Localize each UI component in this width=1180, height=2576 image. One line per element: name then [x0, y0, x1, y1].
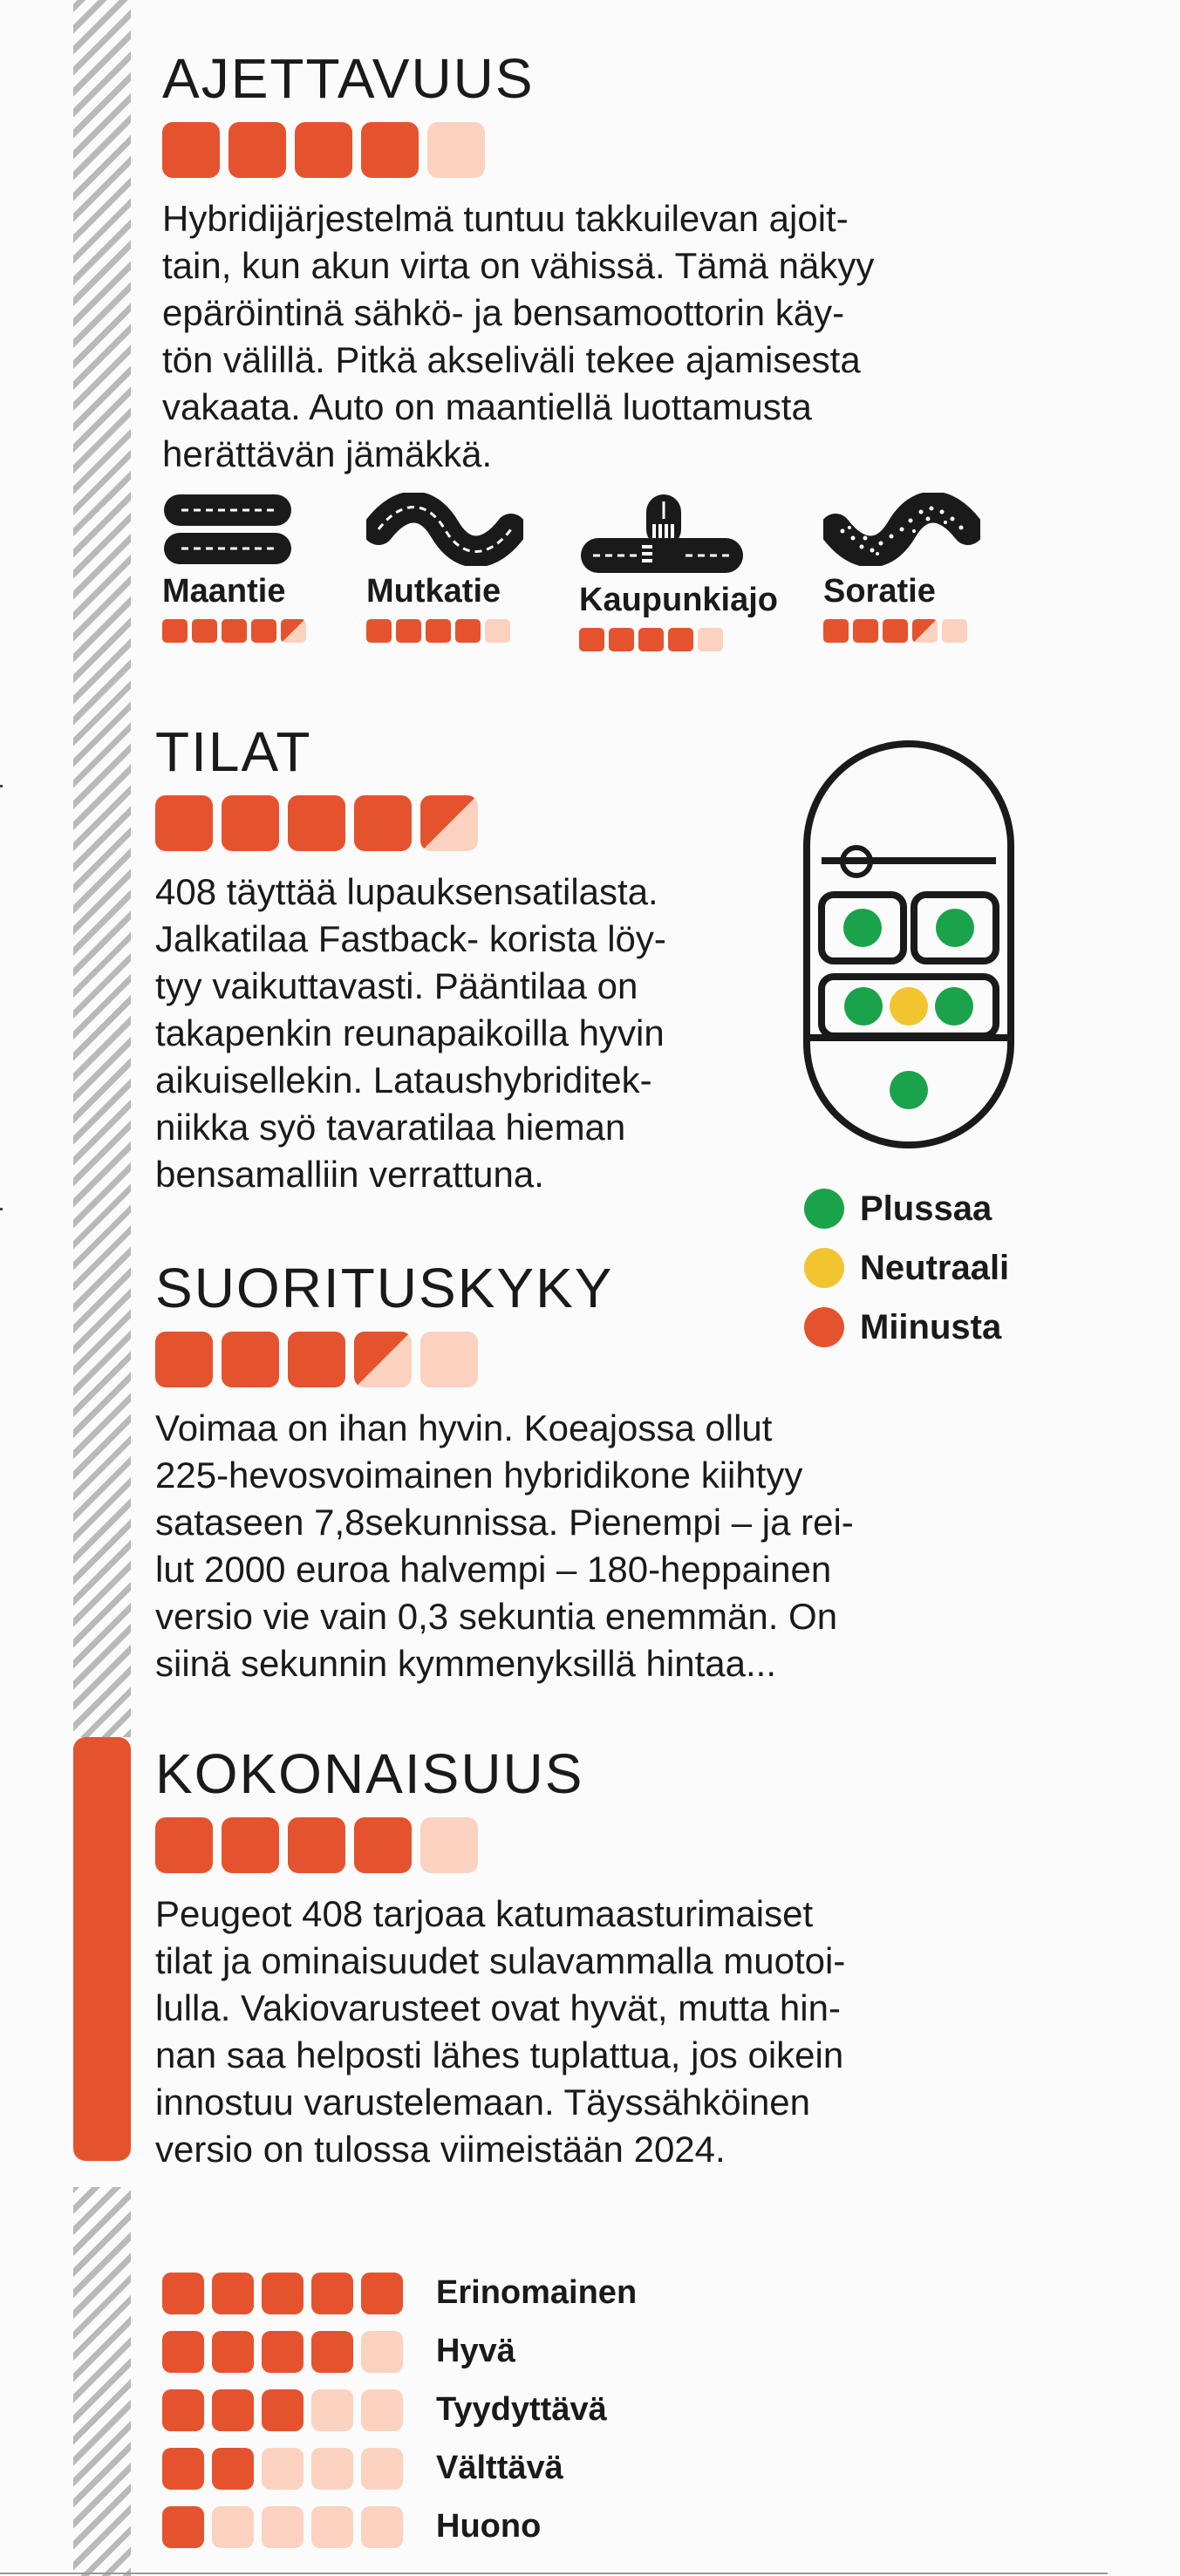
rating-box-full	[288, 795, 345, 851]
highway-icon	[162, 493, 293, 566]
rating-box-full	[212, 2273, 254, 2314]
rating-box-full	[162, 2331, 204, 2373]
rating-box-full	[162, 2506, 204, 2548]
legend-label: Plussaa	[860, 1189, 992, 1228]
scale-row	[162, 2264, 637, 2322]
rating-boxes	[155, 1332, 975, 1387]
rating-box-empty	[262, 2448, 304, 2490]
road-type-ratings	[160, 493, 998, 658]
rating-box-full	[228, 122, 286, 178]
car-seating-diagram	[802, 739, 1015, 1149]
rating-box-full	[251, 619, 276, 643]
rating-box-empty	[311, 2448, 353, 2490]
rating-box-full	[162, 619, 188, 643]
legend-label: Miinusta	[860, 1307, 1002, 1346]
rating-box-full	[222, 1817, 279, 1873]
rating-box-empty	[698, 628, 723, 651]
rating-boxes	[155, 1817, 975, 1873]
rating-box-full	[162, 122, 220, 178]
rating-box-empty	[361, 2389, 403, 2431]
road-mutkatie	[366, 493, 523, 643]
rating-box-empty	[485, 619, 510, 643]
scale-row	[162, 2439, 637, 2498]
rating-box-empty	[361, 2331, 403, 2373]
rating-box-full	[162, 2273, 204, 2314]
section-kokonaisuus	[155, 1742, 975, 2173]
section-text: Voimaa on ihan hyvin. Koeajossa ollut 225-hevosvoimainen hybridikone kiihtyy sataseen 7,8sekunnissa. Pienempi – ja rei- lut 2000 euroa halvempi – 180-heppainen versio vie vain 0,3 sekuntia enemmän. On siinä sekunnin kymmenyksillä hintaa...	[155, 1407, 854, 1684]
section-title: KOKONAISUUS	[155, 1742, 584, 1805]
rating-box-full	[262, 2389, 304, 2431]
rating-box-full	[396, 619, 421, 643]
rating-box-half	[281, 619, 306, 643]
edge-mark	[0, 1208, 3, 1210]
rating-box-full	[222, 1332, 279, 1387]
rating-box-full	[823, 619, 849, 643]
rating-box-full	[155, 1332, 213, 1387]
side-stripe-bottom	[73, 2187, 131, 2576]
trunk-marker	[890, 1071, 928, 1109]
road-label: Kaupunkiajo	[579, 582, 779, 618]
scale-label: Välttävä	[436, 2450, 563, 2486]
rating-box-full	[155, 795, 213, 851]
section-title: TILAT	[155, 720, 312, 783]
rating-box-full	[262, 2331, 304, 2373]
rating-box-full	[853, 619, 878, 643]
rating-box-full	[212, 2331, 254, 2373]
rating-box-empty	[311, 2389, 353, 2431]
rating-box-full	[366, 619, 392, 643]
legend-dot	[804, 1189, 844, 1229]
rating-box-full	[155, 1817, 213, 1873]
scale-boxes	[162, 2448, 403, 2490]
rating-box-full	[311, 2273, 353, 2314]
seat-rear-left	[844, 987, 883, 1026]
rating-box-empty	[262, 2506, 304, 2548]
road-soratie	[823, 493, 980, 643]
rating-box-full	[288, 1332, 345, 1387]
rating-box-full	[222, 795, 279, 851]
winding-road-icon	[366, 493, 523, 566]
rating-box-full	[638, 628, 664, 651]
rating-box-full	[311, 2331, 353, 2373]
rating-box-full	[883, 619, 908, 643]
rating-box-full	[212, 2389, 254, 2431]
road-rating	[579, 628, 778, 651]
scale-boxes	[162, 2331, 403, 2373]
rating-boxes	[155, 795, 783, 851]
rating-scale-key	[162, 2264, 637, 2556]
legend-item	[804, 1179, 1009, 1238]
scale-label: Tyydyttävä	[436, 2391, 607, 2428]
road-maantie	[162, 493, 306, 643]
rating-box-full	[162, 2389, 204, 2431]
scale-boxes	[162, 2389, 403, 2431]
edge-mark	[0, 785, 3, 787]
section-text: Peugeot 408 tarjoaa katumaasturimaiset tilat ja ominaisuudet sulavammalla muotoi- lulla. Vakiovarusteet ovat hyvät, mutta hin- nan saa helposti lähes tuplattua, jos oikein innostuu varustelemaan. Täyssähköinen versio on tulossa viimeistään 2024.	[155, 1893, 846, 2170]
legend-label: Neutraali	[860, 1248, 1010, 1287]
section-text: 408 täyttää lupauksensatilasta. Jalkatilaa Fastback- korista löy- tyy vaikuttavasti. Pääntilaa on takapenkin reunapaikoilla hyvin aikuisellekin. Lataushybriditek- niikka syö tavaratilaa hieman bensamalliin verrattuna.	[155, 871, 666, 1195]
rating-box-empty	[311, 2506, 353, 2548]
rating-box-full	[354, 1817, 412, 1873]
seat-rear-right	[935, 987, 973, 1026]
scale-label: Erinomainen	[436, 2274, 638, 2311]
rating-box-half	[354, 1332, 412, 1387]
road-label: Soratie	[823, 573, 936, 610]
scale-label: Hyvä	[436, 2333, 515, 2369]
section-title: AJETTAVUUS	[162, 47, 535, 110]
rating-box-full	[262, 2273, 304, 2314]
rating-box-full	[579, 628, 604, 651]
rating-box-full	[192, 619, 217, 643]
seat-rear-middle	[890, 987, 928, 1026]
seat-front-right	[936, 909, 974, 947]
city-road-icon	[579, 493, 745, 575]
section-text: Hybridijärjestelmä tuntuu takkuilevan ajoit- tain, kun akun virta on vähissä. Tämä näkyy epäröintinä sähkö- ja bensamoottorin käy- tön välillä. Pitkä akseliväli tekee ajamisesta vakaata. Auto on maantiellä luottamusta herättävän jämäkkä.	[162, 198, 875, 474]
rating-box-empty	[361, 2506, 403, 2548]
road-rating	[366, 619, 523, 643]
rating-box-full	[361, 122, 419, 178]
rating-box-full	[609, 628, 634, 651]
side-stripe-top	[73, 0, 131, 1737]
rating-box-empty	[427, 122, 485, 178]
scale-boxes	[162, 2506, 403, 2548]
scale-row	[162, 2381, 637, 2439]
rating-box-full	[222, 619, 247, 643]
bottom-rule	[0, 2573, 1108, 2574]
rating-box-full	[162, 2448, 204, 2490]
rating-box-full	[288, 1817, 345, 1873]
road-rating	[162, 619, 306, 643]
road-label: Mutkatie	[366, 573, 501, 610]
rating-box-empty	[942, 619, 967, 643]
rating-box-full	[212, 2448, 254, 2490]
rating-box-half	[420, 795, 478, 851]
accent-bar	[73, 1737, 131, 2161]
rating-box-empty	[420, 1332, 478, 1387]
section-suorituskyky	[155, 1257, 975, 1687]
section-title: SUORITUSKYKY	[155, 1257, 614, 1319]
scale-row	[162, 2498, 637, 2556]
rating-box-empty	[212, 2506, 254, 2548]
rating-box-empty	[420, 1817, 478, 1873]
rating-box-full	[426, 619, 451, 643]
rating-box-half	[912, 619, 938, 643]
scale-label: Huono	[436, 2508, 542, 2545]
road-label: Maantie	[162, 573, 286, 610]
gravel-road-icon	[823, 493, 980, 566]
rating-box-full	[295, 122, 352, 178]
road-rating	[823, 619, 980, 643]
scale-boxes	[162, 2273, 403, 2314]
rating-box-full	[354, 795, 412, 851]
scale-row	[162, 2322, 637, 2381]
rating-box-full	[668, 628, 693, 651]
road-kaupunkiajo	[579, 493, 778, 651]
section-tilat	[155, 720, 783, 1198]
rating-boxes	[162, 122, 982, 178]
rating-box-full	[455, 619, 481, 643]
seat-front-left	[843, 909, 882, 947]
rating-box-full	[361, 2273, 403, 2314]
rating-box-empty	[361, 2448, 403, 2490]
section-ajettavuus	[162, 47, 982, 478]
